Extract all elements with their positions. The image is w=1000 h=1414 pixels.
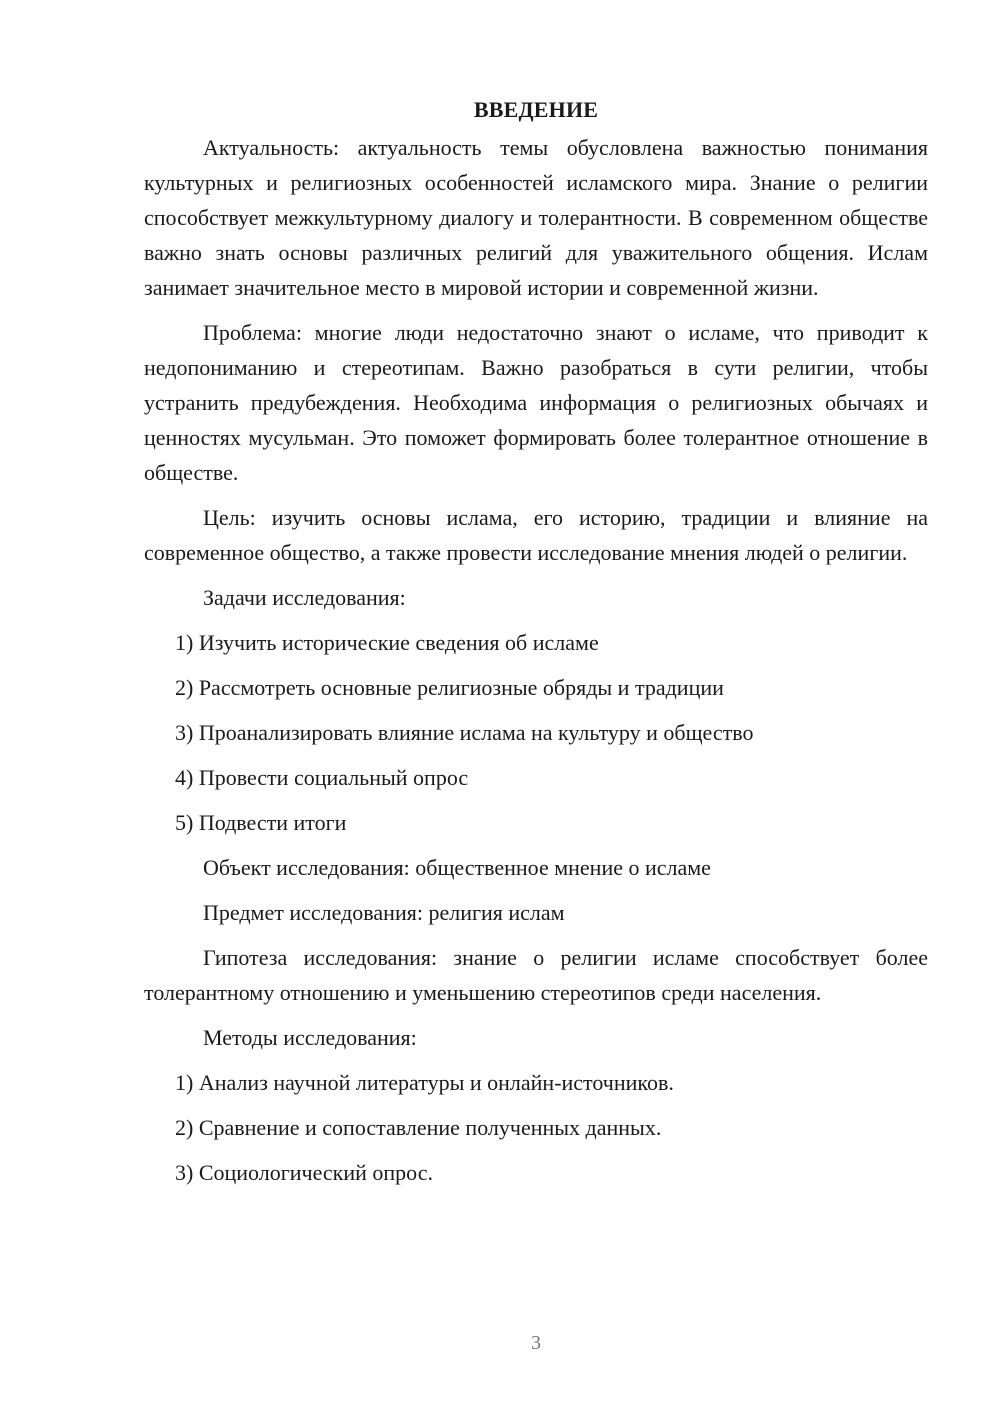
section-title: ВВЕДЕНИЕ	[473, 97, 599, 122]
research-subject: Предмет исследования: религия ислам	[203, 900, 565, 925]
research-object: Объект исследования: общественное мнение о исламе	[203, 855, 711, 880]
task-item: 5) Подвести итоги	[175, 810, 347, 835]
task-item: 1) Изучить исторические сведения об исламе	[175, 630, 599, 655]
goal-paragraph: Цель: изучить основы ислама, его историю, традиции и влияние на современное общество, а также провести исследование мнения людей о религии.	[144, 505, 928, 565]
problem-paragraph: Проблема: многие люди недостаточно знают о исламе, что приводит к недопониманию и стереотипам. Важно разобраться в сути религии, чтобы устранить предубеждения. Необходима информация о религиозных обычаях и ценностях мусульман. Это поможет формировать более толерантное отношение в обществе.	[144, 320, 928, 485]
relevance-paragraph: Актуальность: актуальность темы обусловлена важностью понимания культурных и религиозных особенностей исламского мира. Знание о религии способствует межкультурному диалогу и толерантности. В современном обществе важно знать основы различных религий для уважительного общения. Ислам занимает значительное место в мировой истории и современной жизни.	[144, 135, 928, 300]
method-item: 1) Анализ научной литературы и онлайн-источников.	[175, 1070, 674, 1095]
hypothesis-paragraph: Гипотеза исследования: знание о религии исламе способствует более толерантному отношению и уменьшению стереотипов среди населения.	[144, 945, 928, 1005]
method-item: 3) Социологический опрос.	[175, 1160, 433, 1185]
task-item: 4) Провести социальный опрос	[175, 765, 469, 790]
method-item: 2) Сравнение и сопоставление полученных данных.	[175, 1115, 662, 1140]
tasks-heading: Задачи исследования:	[203, 585, 406, 610]
task-item: 3) Проанализировать влияние ислама на культуру и общество	[175, 720, 754, 745]
document-page	[144, 92, 928, 1200]
task-item: 2) Рассмотреть основные религиозные обряды и традиции	[175, 675, 724, 700]
page-number: 3	[531, 1332, 541, 1354]
methods-heading: Методы исследования:	[203, 1025, 417, 1050]
